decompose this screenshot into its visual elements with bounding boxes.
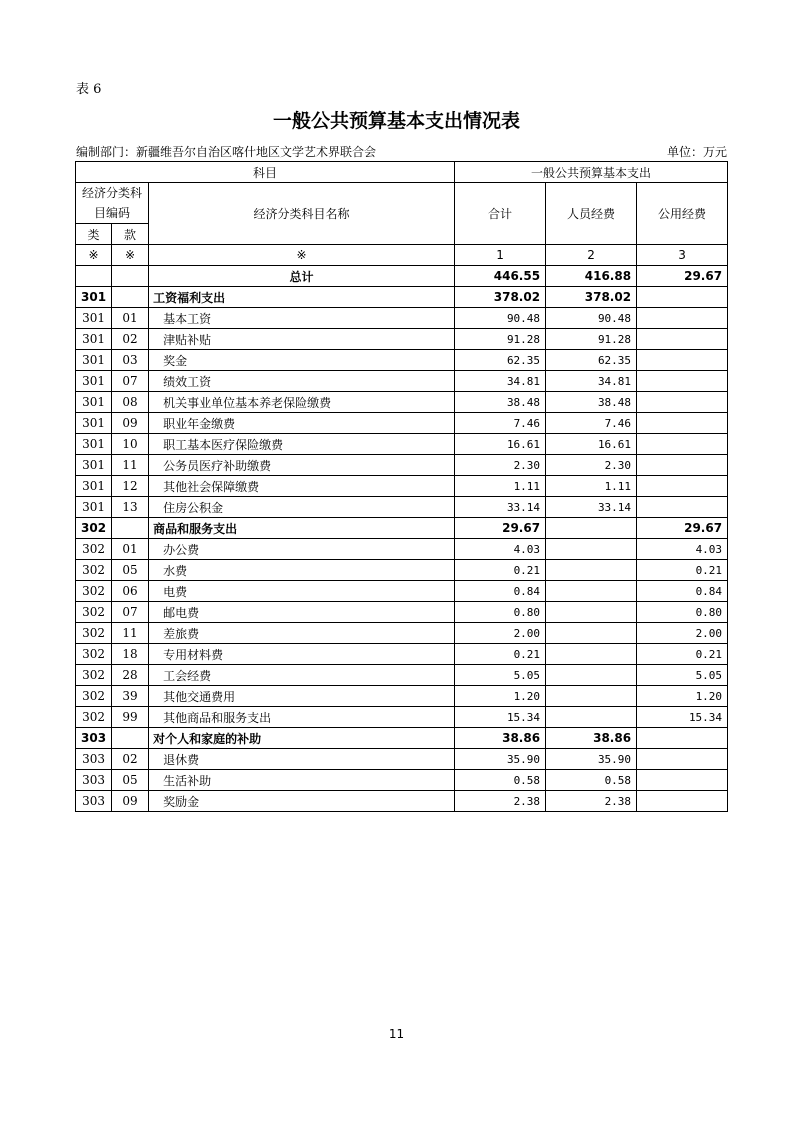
row-item: 09 xyxy=(112,791,149,812)
table-row xyxy=(76,371,728,392)
row-public: 0.21 xyxy=(637,644,728,665)
row-public: 29.67 xyxy=(637,266,728,287)
row-category: 302 xyxy=(76,560,112,581)
row-public xyxy=(637,791,728,812)
row-public: 0.80 xyxy=(637,602,728,623)
row-name: 办公费 xyxy=(149,539,455,560)
row-item xyxy=(112,266,149,287)
row-personnel: 2.38 xyxy=(546,791,637,812)
header-cat: 类 xyxy=(76,224,112,245)
row-personnel xyxy=(546,602,637,623)
row-total: 2.00 xyxy=(455,623,546,644)
row-total: 90.48 xyxy=(455,308,546,329)
table-row xyxy=(76,665,728,686)
row-name: 水费 xyxy=(149,560,455,581)
row-total: 62.35 xyxy=(455,350,546,371)
row-category: 301 xyxy=(76,434,112,455)
row-public xyxy=(637,287,728,308)
row-public xyxy=(637,749,728,770)
row-category: 301 xyxy=(76,392,112,413)
table-row xyxy=(76,728,728,749)
row-personnel xyxy=(546,707,637,728)
row-personnel: 34.81 xyxy=(546,371,637,392)
row-total: 35.90 xyxy=(455,749,546,770)
header-row-4 xyxy=(76,245,728,266)
row-category: 302 xyxy=(76,707,112,728)
table-row xyxy=(76,749,728,770)
mark-cat: ※ xyxy=(76,245,112,266)
row-public xyxy=(637,371,728,392)
row-personnel: 91.28 xyxy=(546,329,637,350)
row-category: 303 xyxy=(76,728,112,749)
row-total: 91.28 xyxy=(455,329,546,350)
unit-label: 单位：万元 xyxy=(666,145,727,159)
table-row xyxy=(76,392,728,413)
row-name: 工资福利支出 xyxy=(149,287,455,308)
row-category: 303 xyxy=(76,749,112,770)
row-item: 11 xyxy=(112,623,149,644)
row-personnel: 16.61 xyxy=(546,434,637,455)
row-category: 302 xyxy=(76,686,112,707)
row-personnel xyxy=(546,560,637,581)
row-item: 08 xyxy=(112,392,149,413)
row-total: 0.21 xyxy=(455,560,546,581)
row-public xyxy=(637,413,728,434)
row-category: 301 xyxy=(76,329,112,350)
row-total: 378.02 xyxy=(455,287,546,308)
row-name: 电费 xyxy=(149,581,455,602)
row-name: 机关事业单位基本养老保险缴费 xyxy=(149,392,455,413)
table-row xyxy=(76,560,728,581)
row-item: 03 xyxy=(112,350,149,371)
header-personnel: 人员经费 xyxy=(546,183,637,245)
row-item: 39 xyxy=(112,686,149,707)
row-item: 09 xyxy=(112,413,149,434)
row-personnel: 378.02 xyxy=(546,287,637,308)
row-category: 302 xyxy=(76,518,112,539)
row-personnel: 1.11 xyxy=(546,476,637,497)
row-item: 07 xyxy=(112,602,149,623)
page-number: 11 xyxy=(388,1027,405,1041)
table-row xyxy=(76,644,728,665)
row-total: 34.81 xyxy=(455,371,546,392)
row-total: 4.03 xyxy=(455,539,546,560)
row-public: 1.20 xyxy=(637,686,728,707)
table-row xyxy=(76,455,728,476)
table-row xyxy=(76,707,728,728)
row-item: 18 xyxy=(112,644,149,665)
table-number: 表 6 xyxy=(76,82,102,97)
row-total: 0.84 xyxy=(455,581,546,602)
row-personnel xyxy=(546,539,637,560)
table-row xyxy=(76,476,728,497)
row-public: 5.05 xyxy=(637,665,728,686)
header-total: 合计 xyxy=(455,183,546,245)
row-public xyxy=(637,434,728,455)
table-row xyxy=(76,434,728,455)
row-name: 工会经费 xyxy=(149,665,455,686)
row-category: 301 xyxy=(76,476,112,497)
row-item: 07 xyxy=(112,371,149,392)
row-item: 02 xyxy=(112,329,149,350)
row-total: 38.86 xyxy=(455,728,546,749)
row-item: 02 xyxy=(112,749,149,770)
row-item xyxy=(112,728,149,749)
row-name: 退休费 xyxy=(149,749,455,770)
header-row-2 xyxy=(76,183,728,224)
row-personnel xyxy=(546,581,637,602)
mark-item: ※ xyxy=(112,245,149,266)
row-name: 奖金 xyxy=(149,350,455,371)
row-total: 15.34 xyxy=(455,707,546,728)
row-name: 奖励金 xyxy=(149,791,455,812)
row-total: 33.14 xyxy=(455,497,546,518)
col-number-2: 2 xyxy=(546,245,637,266)
table-row xyxy=(76,497,728,518)
row-personnel: 35.90 xyxy=(546,749,637,770)
row-total: 1.11 xyxy=(455,476,546,497)
row-personnel: 7.46 xyxy=(546,413,637,434)
row-name: 商品和服务支出 xyxy=(149,518,455,539)
row-item xyxy=(112,287,149,308)
row-total: 0.58 xyxy=(455,770,546,791)
row-public xyxy=(637,392,728,413)
row-public xyxy=(637,728,728,749)
row-total: 7.46 xyxy=(455,413,546,434)
row-category: 302 xyxy=(76,623,112,644)
header-name: 经济分类科目名称 xyxy=(149,183,455,245)
row-category: 301 xyxy=(76,350,112,371)
row-item: 05 xyxy=(112,770,149,791)
row-item: 28 xyxy=(112,665,149,686)
table-row xyxy=(76,329,728,350)
row-personnel xyxy=(546,644,637,665)
row-name: 差旅费 xyxy=(149,623,455,644)
row-name: 公务员医疗补助缴费 xyxy=(149,455,455,476)
row-item xyxy=(112,518,149,539)
row-category: 302 xyxy=(76,581,112,602)
row-personnel: 2.30 xyxy=(546,455,637,476)
row-item: 01 xyxy=(112,308,149,329)
row-category: 301 xyxy=(76,371,112,392)
row-total: 29.67 xyxy=(455,518,546,539)
header-code: 经济分类科目编码 xyxy=(76,183,149,224)
row-name: 职工基本医疗保险缴费 xyxy=(149,434,455,455)
col-number-1: 1 xyxy=(455,245,546,266)
table-row xyxy=(76,686,728,707)
row-item: 13 xyxy=(112,497,149,518)
row-item: 10 xyxy=(112,434,149,455)
row-total: 16.61 xyxy=(455,434,546,455)
table-row xyxy=(76,308,728,329)
row-personnel: 416.88 xyxy=(546,266,637,287)
row-public: 4.03 xyxy=(637,539,728,560)
row-personnel: 90.48 xyxy=(546,308,637,329)
row-personnel: 33.14 xyxy=(546,497,637,518)
row-category: 302 xyxy=(76,602,112,623)
page-title: 一般公共预算基本支出情况表 xyxy=(272,110,520,132)
row-public: 15.34 xyxy=(637,707,728,728)
row-total: 2.30 xyxy=(455,455,546,476)
row-personnel: 62.35 xyxy=(546,350,637,371)
row-category: 301 xyxy=(76,413,112,434)
row-total: 38.48 xyxy=(455,392,546,413)
row-category: 301 xyxy=(76,287,112,308)
row-item: 12 xyxy=(112,476,149,497)
header-subject: 科目 xyxy=(76,162,455,183)
row-name: 邮电费 xyxy=(149,602,455,623)
row-category: 301 xyxy=(76,497,112,518)
header-budget: 一般公共预算基本支出 xyxy=(455,162,728,183)
row-public: 29.67 xyxy=(637,518,728,539)
row-total: 2.38 xyxy=(455,791,546,812)
row-name: 对个人和家庭的补助 xyxy=(149,728,455,749)
row-item: 06 xyxy=(112,581,149,602)
row-item: 11 xyxy=(112,455,149,476)
row-name: 津贴补贴 xyxy=(149,329,455,350)
row-personnel: 38.48 xyxy=(546,392,637,413)
row-category: 303 xyxy=(76,770,112,791)
table-row xyxy=(76,266,728,287)
row-personnel xyxy=(546,623,637,644)
header-item: 款 xyxy=(112,224,149,245)
row-category: 301 xyxy=(76,308,112,329)
table-row xyxy=(76,413,728,434)
row-total: 1.20 xyxy=(455,686,546,707)
row-public xyxy=(637,455,728,476)
table-row xyxy=(76,539,728,560)
row-category: 302 xyxy=(76,665,112,686)
row-personnel: 0.58 xyxy=(546,770,637,791)
row-item: 99 xyxy=(112,707,149,728)
table-row xyxy=(76,287,728,308)
row-name: 专用材料费 xyxy=(149,644,455,665)
row-name: 其他商品和服务支出 xyxy=(149,707,455,728)
row-name: 其他交通费用 xyxy=(149,686,455,707)
table-row xyxy=(76,623,728,644)
table-row xyxy=(76,518,728,539)
row-name: 住房公积金 xyxy=(149,497,455,518)
row-item: 05 xyxy=(112,560,149,581)
row-public xyxy=(637,476,728,497)
row-public xyxy=(637,329,728,350)
row-public xyxy=(637,350,728,371)
row-public xyxy=(637,497,728,518)
row-category: 302 xyxy=(76,539,112,560)
row-personnel xyxy=(546,665,637,686)
header-public: 公用经费 xyxy=(637,183,728,245)
row-public: 2.00 xyxy=(637,623,728,644)
row-total: 0.80 xyxy=(455,602,546,623)
row-category xyxy=(76,266,112,287)
compiling-department: 编制部门：新疆维吾尔自治区喀什地区文学艺术界联合会 xyxy=(76,145,377,159)
row-category: 301 xyxy=(76,455,112,476)
row-public: 0.21 xyxy=(637,560,728,581)
row-total: 5.05 xyxy=(455,665,546,686)
table-row xyxy=(76,350,728,371)
table-row xyxy=(76,770,728,791)
table-row xyxy=(76,602,728,623)
row-public: 0.84 xyxy=(637,581,728,602)
row-name: 基本工资 xyxy=(149,308,455,329)
row-total: 0.21 xyxy=(455,644,546,665)
row-item: 01 xyxy=(112,539,149,560)
header-row-1 xyxy=(76,162,728,183)
table-row xyxy=(76,791,728,812)
row-name: 生活补助 xyxy=(149,770,455,791)
row-personnel xyxy=(546,518,637,539)
row-name: 职业年金缴费 xyxy=(149,413,455,434)
col-number-3: 3 xyxy=(637,245,728,266)
row-personnel: 38.86 xyxy=(546,728,637,749)
row-public xyxy=(637,308,728,329)
table-row xyxy=(76,581,728,602)
row-personnel xyxy=(546,686,637,707)
row-category: 303 xyxy=(76,791,112,812)
row-public xyxy=(637,770,728,791)
mark-name: ※ xyxy=(149,245,455,266)
row-name: 绩效工资 xyxy=(149,371,455,392)
row-total: 446.55 xyxy=(455,266,546,287)
budget-table xyxy=(75,161,728,812)
row-name: 其他社会保障缴费 xyxy=(149,476,455,497)
row-category: 302 xyxy=(76,644,112,665)
row-name: 总计 xyxy=(149,266,455,287)
